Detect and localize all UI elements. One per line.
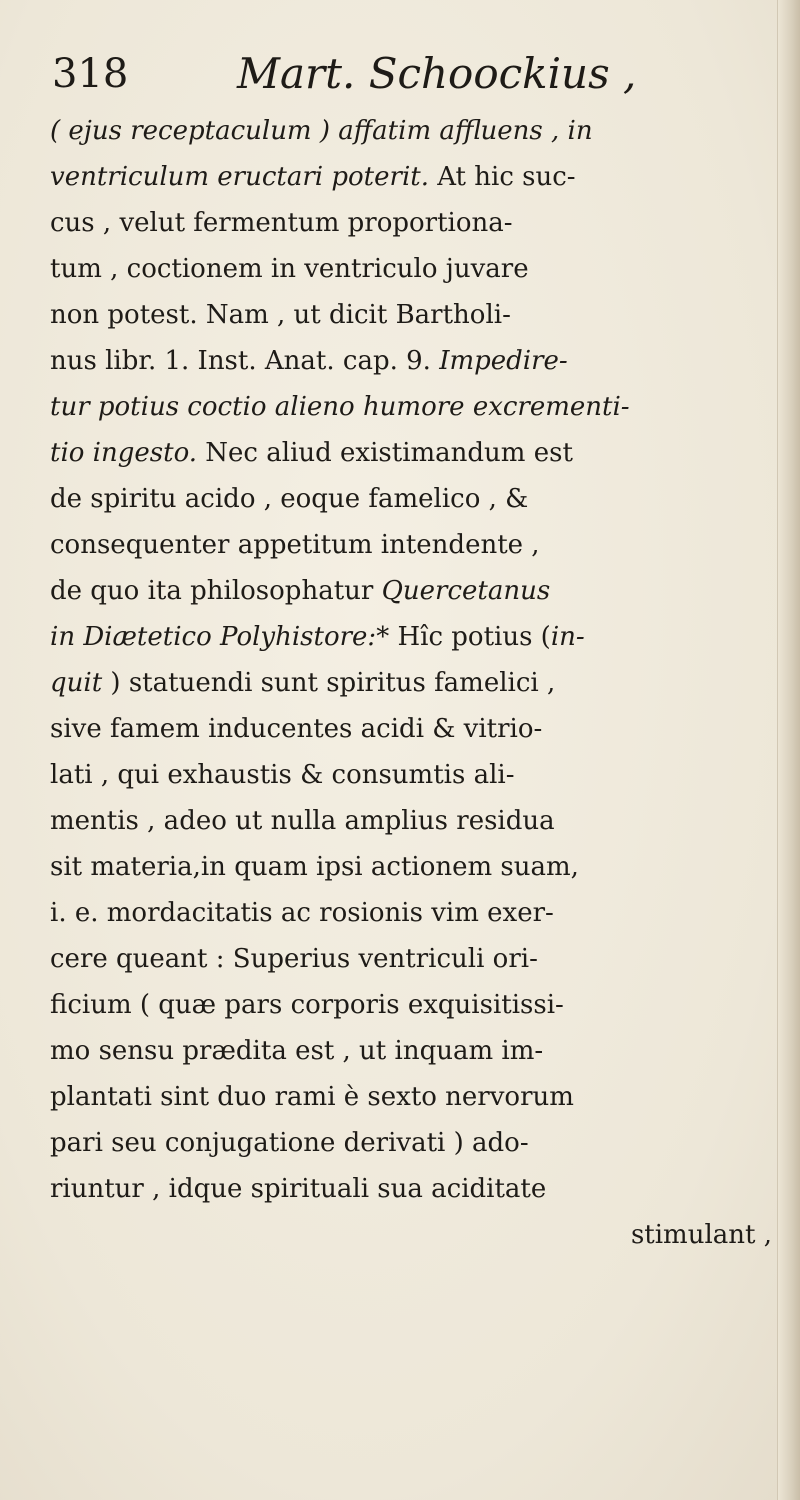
text-segment: At hic suc- bbox=[428, 162, 576, 192]
text-segment: cere queant : Superius ventriculi ori- bbox=[50, 944, 538, 974]
text-line bbox=[50, 568, 780, 614]
text-segment: consequenter appetitum intendente , bbox=[50, 530, 540, 560]
text-line bbox=[50, 476, 780, 522]
text-line bbox=[50, 292, 780, 338]
text-line bbox=[50, 338, 780, 384]
text-segment: i. e. mordacitatis ac rosionis vim exer- bbox=[50, 898, 554, 928]
text-line bbox=[50, 890, 780, 936]
page-number: 318 bbox=[52, 51, 129, 97]
text-line bbox=[50, 1166, 780, 1212]
page-edge bbox=[777, 0, 800, 1500]
text-segment: tio ingesto. bbox=[50, 438, 198, 468]
text-segment: sit materia,in quam ipsi actionem suam, bbox=[50, 852, 579, 882]
text-segment: mo sensu prædita est , ut inquam im- bbox=[50, 1036, 544, 1066]
catchword: stimulant , bbox=[630, 1220, 772, 1250]
text-line bbox=[50, 246, 780, 292]
text-segment: tum , coctionem in ventriculo juvare bbox=[50, 254, 529, 284]
text-line bbox=[50, 1028, 780, 1074]
text-segment: Quercetanus bbox=[381, 576, 551, 606]
text-line bbox=[50, 982, 780, 1028]
text-line bbox=[50, 1074, 780, 1120]
text-line bbox=[50, 752, 780, 798]
text-line bbox=[50, 108, 780, 154]
text-line bbox=[50, 430, 780, 476]
text-line bbox=[50, 1120, 780, 1166]
text-line bbox=[50, 706, 780, 752]
text-segment: ventriculum eructari poterit. bbox=[50, 162, 429, 192]
text-segment: pari seu conjugatione derivati ) ado- bbox=[50, 1128, 529, 1158]
text-segment: ficium ( quæ pars corporis exquisitissi- bbox=[50, 990, 564, 1020]
text-segment: de quo ita philosophatur bbox=[50, 576, 382, 606]
running-head: Mart. Schoockius , bbox=[237, 49, 637, 98]
text-line bbox=[50, 384, 780, 430]
text-line bbox=[50, 154, 780, 200]
text-segment: riuntur , idque spirituali sua aciditate bbox=[50, 1174, 547, 1204]
text-segment: de spiritu acido , eoque famelico , & bbox=[50, 484, 529, 514]
text-line bbox=[50, 660, 780, 706]
text-line bbox=[50, 844, 780, 890]
text-line bbox=[50, 936, 780, 982]
text-segment: nus libr. 1. Inst. Anat. cap. 9. bbox=[50, 346, 431, 376]
text-segment: sive famem inducentes acidi & vitrio- bbox=[50, 714, 543, 744]
text-segment: non potest. Nam , ut dicit Bartholi- bbox=[50, 300, 511, 330]
text-line bbox=[50, 522, 780, 568]
page-header bbox=[52, 44, 752, 104]
text-segment: quit bbox=[50, 668, 103, 698]
text-segment: Impedire- bbox=[430, 346, 568, 376]
text-segment: Nec aliud existimandum est bbox=[197, 438, 573, 468]
text-segment: tur potius coctio alieno humore excrementi- bbox=[50, 392, 630, 422]
text-segment: cus , velut fermentum proportiona- bbox=[50, 208, 513, 238]
text-segment: in Diætetico Polyhistore: bbox=[50, 622, 377, 652]
text-segment: * Hîc potius ( bbox=[376, 622, 551, 652]
text-segment: plantati sint duo rami è sexto nervorum bbox=[50, 1082, 574, 1112]
text-segment: ( ejus receptaculum ) affatim affluens , in bbox=[50, 116, 593, 146]
text-segment: mentis , adeo ut nulla amplius residua bbox=[50, 806, 555, 836]
text-segment: in- bbox=[550, 622, 585, 652]
text-line bbox=[50, 614, 780, 660]
text-line bbox=[50, 200, 780, 246]
text-segment: ) statuendi sunt spiritus famelici , bbox=[102, 668, 556, 698]
text-segment: lati , qui exhaustis & consumtis ali- bbox=[50, 760, 515, 790]
body-text bbox=[50, 108, 780, 1258]
text-line bbox=[50, 798, 780, 844]
